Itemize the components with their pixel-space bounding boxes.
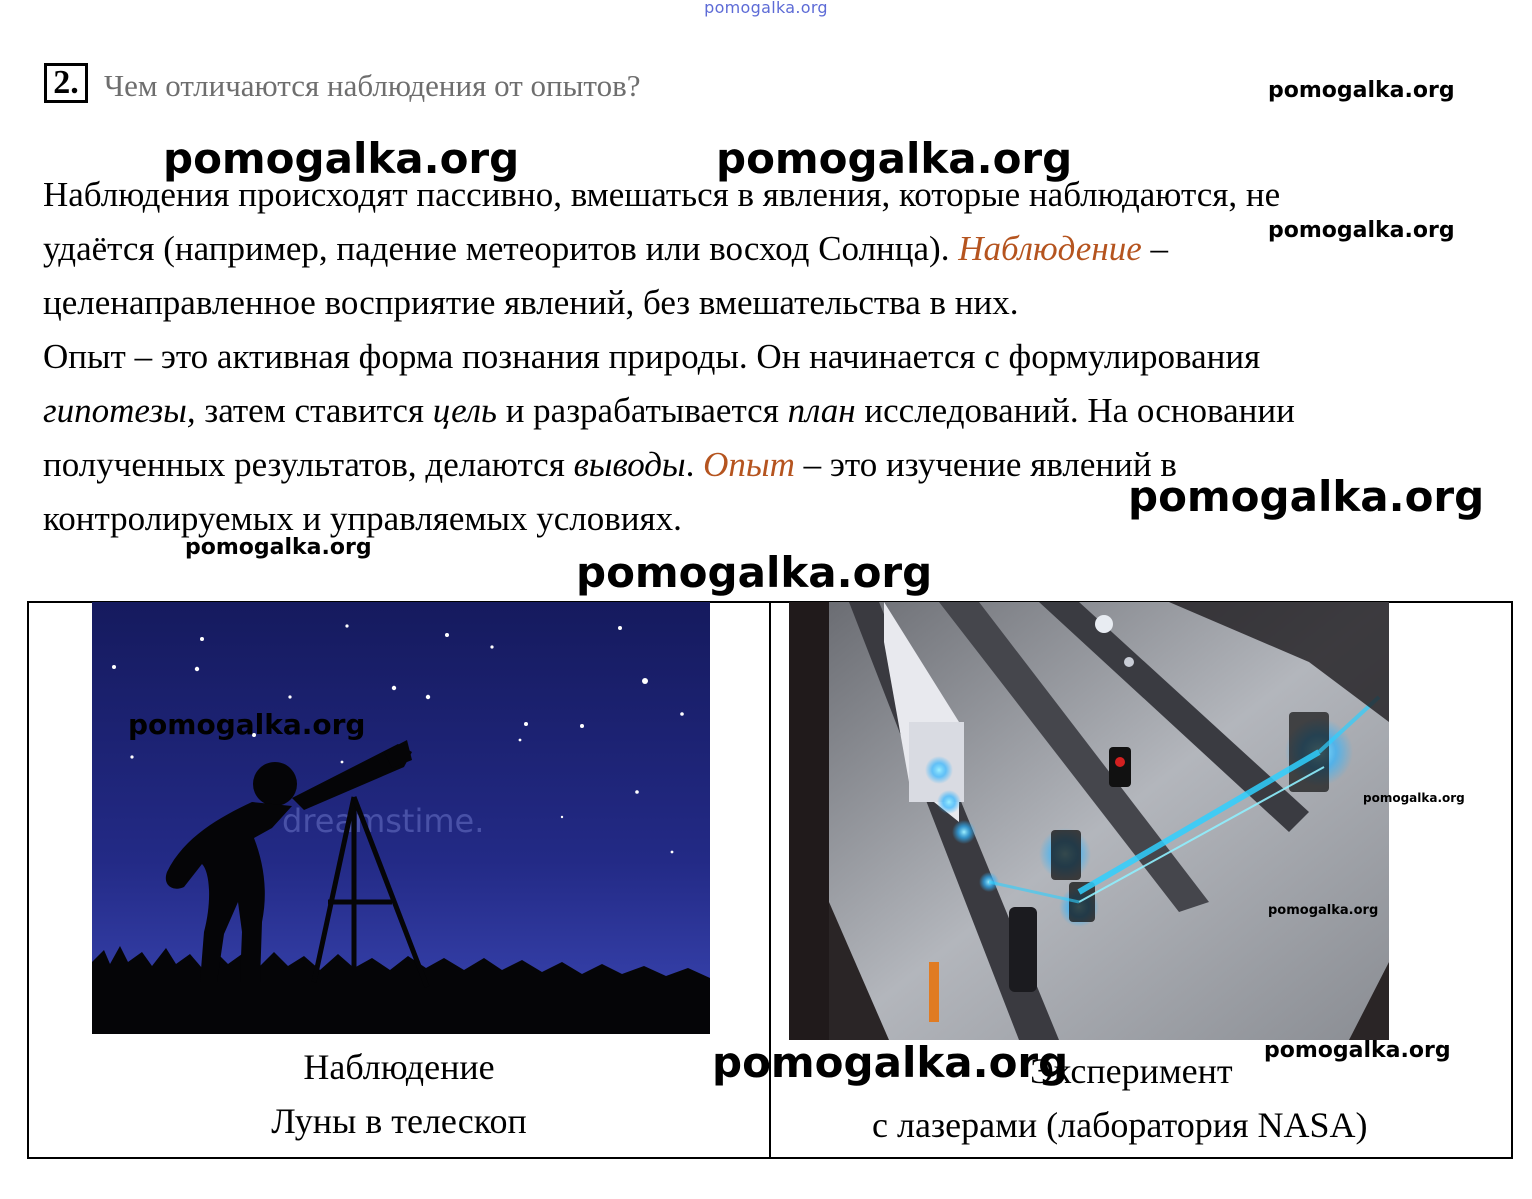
term-experiment: Опыт: [703, 445, 795, 484]
header-watermark: pomogalka.org: [704, 0, 828, 17]
answer-line-1: Наблюдения происходят пассивно, вмешаться в явления, которые наблюдаются, не: [43, 175, 1281, 214]
answer-line-6: [43, 438, 1177, 492]
watermark: pomogalka.org: [1268, 903, 1379, 918]
answer-line-6-b: – это изучение явлений в: [803, 445, 1177, 484]
watermark: pomogalka.org: [1264, 1038, 1451, 1063]
laser-laboratory-illustration: [789, 602, 1389, 1040]
term-observation: Наблюдение: [958, 229, 1142, 268]
term-goal: цель: [432, 391, 497, 430]
answer-line-3: целенаправленное восприятие явлений, без вмешательства в них.: [43, 283, 1019, 322]
left-caption-line-1: Наблюдение: [303, 1047, 495, 1087]
watermark: pomogalka.org: [1128, 472, 1485, 521]
watermark: pomogalka.org: [716, 134, 1073, 183]
answer-line-2-start: удаётся (например, падение метеоритов или восход Солнца).: [43, 229, 950, 268]
answer-line-5-b: и разрабатывается: [505, 391, 779, 430]
left-caption-line-2: Луны в телескоп: [271, 1101, 527, 1141]
term-hypothesis: гипотезы,: [43, 391, 196, 430]
dreamstime-watermark: dreamstime.: [282, 802, 485, 840]
watermark: pomogalka.org: [576, 548, 933, 597]
answer-line-2: [43, 222, 1168, 276]
watermark: pomogalka.org: [1268, 218, 1455, 243]
answer-line-2-end: –: [1150, 229, 1168, 268]
watermark: pomogalka.org: [163, 134, 520, 183]
watermark: pomogalka.org: [1268, 78, 1455, 103]
answer-line-5: [43, 384, 1295, 438]
experiment-image: [789, 602, 1389, 1040]
watermark: pomogalka.org: [1363, 791, 1465, 805]
question-text: Чем отличаются наблюдения от опытов?: [104, 68, 641, 103]
term-conclusions: выводы: [573, 445, 686, 484]
answer-line-6-dot: .: [685, 445, 695, 484]
answer-line-4: Опыт – это активная форма познания природы. Он начинается с формулирования: [43, 337, 1261, 376]
answer-line-5-a: затем ставится: [204, 391, 424, 430]
answer-line-5-c: исследований. На основании: [864, 391, 1295, 430]
observation-image: [92, 602, 710, 1034]
watermark: pomogalka.org: [712, 1038, 1069, 1087]
right-caption-line-1: Эксперимент: [1030, 1051, 1233, 1091]
watermark: pomogalka.org: [185, 535, 372, 560]
term-plan: план: [787, 391, 856, 430]
night-sky-telescope-illustration: [92, 602, 710, 1034]
answer-line-6-a: полученных результатов, делаются: [43, 445, 565, 484]
watermark: pomogalka.org: [128, 708, 366, 741]
answer-line-7: контролируемых и управляемых условиях.: [43, 499, 682, 538]
right-caption-line-2: с лазерами (лаборатория NASA): [872, 1105, 1368, 1145]
question-number: 2.: [44, 63, 88, 103]
